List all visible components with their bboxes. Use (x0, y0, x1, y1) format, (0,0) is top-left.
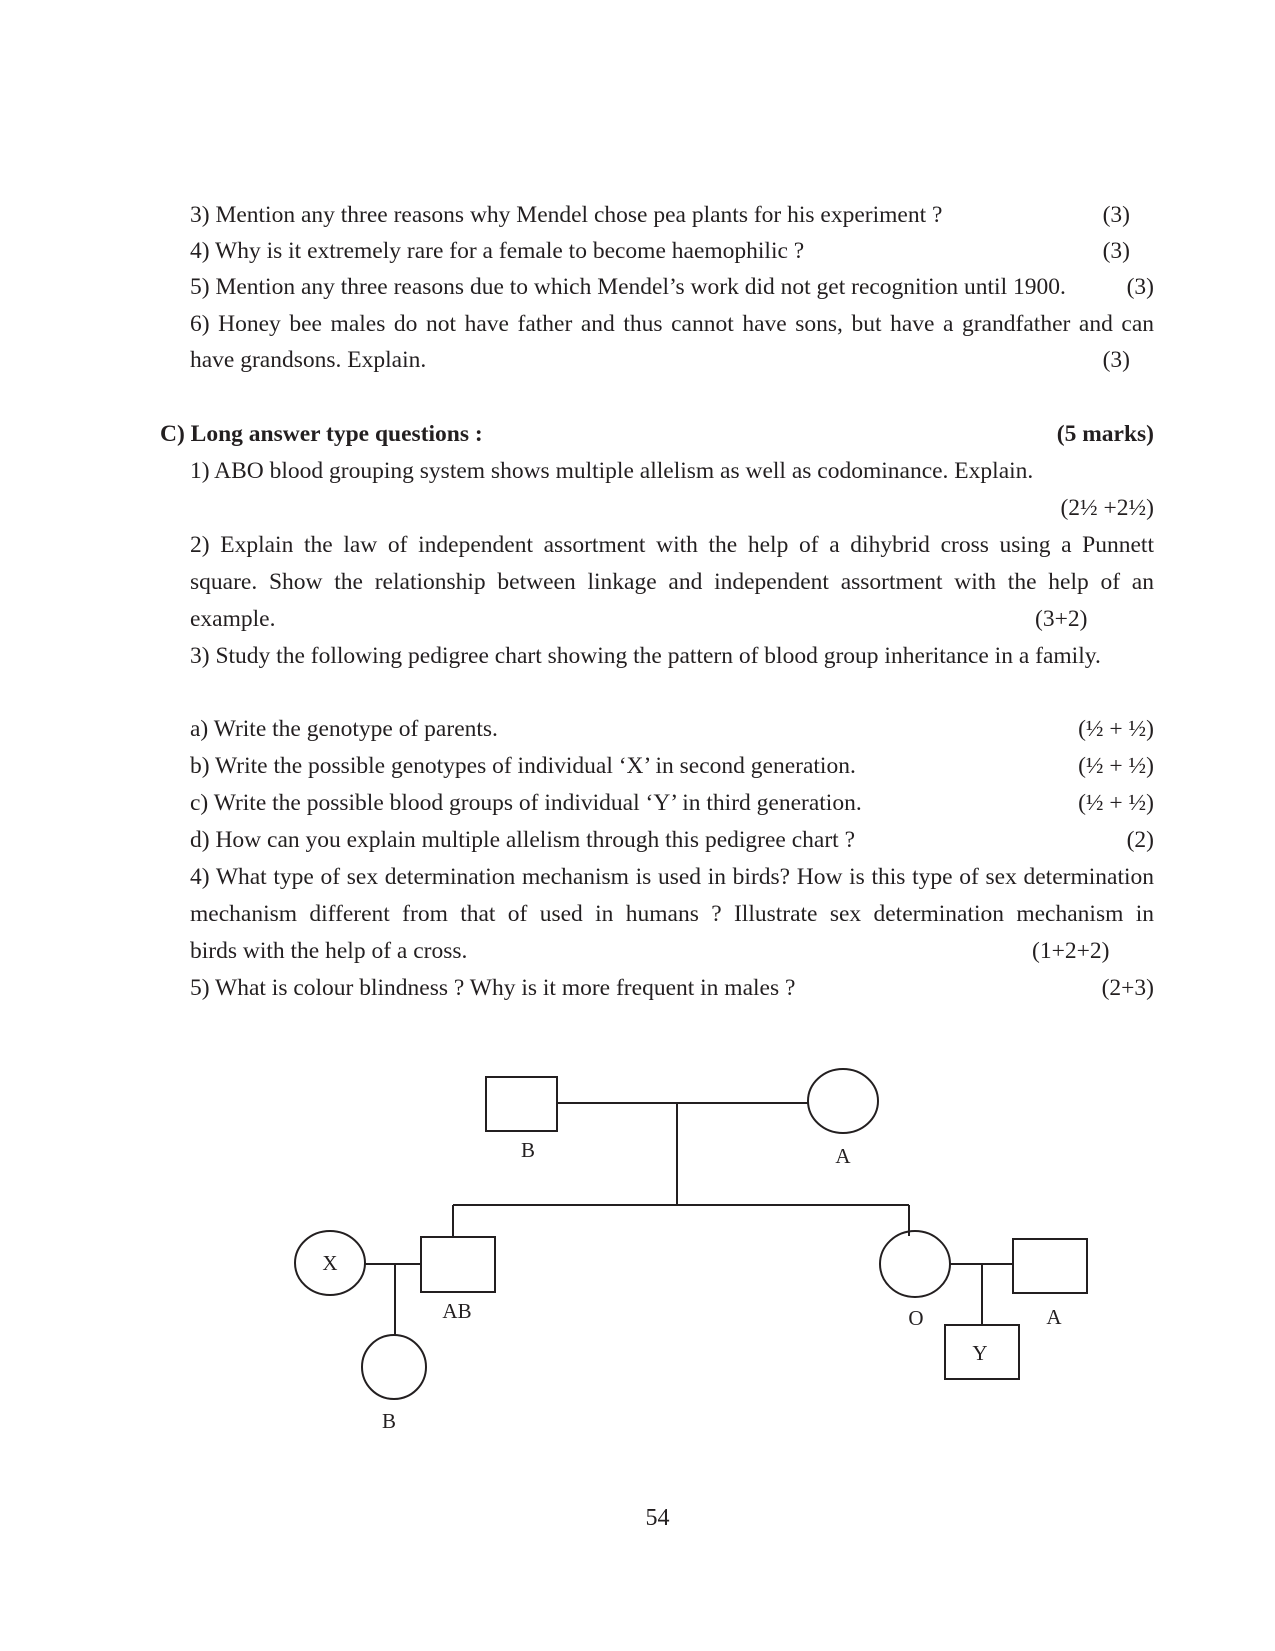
question-c3-part-d-marks: (2) (1126, 827, 1154, 853)
question-c2-line3: example. (190, 606, 276, 632)
question-b4-marks: (3) (1102, 238, 1130, 264)
question-b6-marks: (3) (1102, 347, 1130, 373)
question-c3-part-c-marks: (½ + ½) (1078, 790, 1154, 816)
page-number: 54 (645, 1505, 670, 1531)
gen1-father-label: B (520, 1138, 536, 1162)
gen2-x-label: X (322, 1251, 338, 1275)
section-c-heading-marks: (5 marks) (1056, 421, 1154, 447)
gen2-daughter-symbol (880, 1231, 950, 1297)
question-c5: 5) What is colour blindness ? Why is it more frequent in males ? (190, 975, 796, 1001)
question-c2-line2: square. Show the relationship between linkage and independent assortment with the help of an (190, 569, 1154, 595)
question-b3-marks: (3) (1102, 202, 1130, 228)
section-c-heading: C) Long answer type questions : (160, 421, 483, 447)
question-c3-part-a-marks: (½ + ½) (1078, 716, 1154, 742)
question-c3-part-c: c) Write the possible blood groups of individual ‘Y’ in third generation. (190, 790, 862, 816)
question-c3-part-a: a) Write the genotype of parents. (190, 716, 498, 742)
gen3-girl-label: B (381, 1409, 397, 1433)
question-c4-line3: birds with the help of a cross. (190, 938, 468, 964)
question-b6-line1: 6) Honey bee males do not have father and thus cannot have sons, but have a grandfather and can (190, 311, 1154, 337)
question-b4: 4) Why is it extremely rare for a female to become haemophilic ? (190, 238, 805, 264)
question-c2-marks: (3+2) (1035, 606, 1088, 632)
gen3-girl-symbol (362, 1335, 426, 1399)
question-b3: 3) Mention any three reasons why Mendel chose pea plants for his experiment ? (190, 202, 943, 228)
gen1-father-symbol (486, 1077, 557, 1131)
question-c4-marks: (1+2+2) (1032, 938, 1110, 964)
gen1-mother-label: A (835, 1144, 851, 1168)
question-c5-marks: (2+3) (1101, 975, 1154, 1001)
question-c3-part-b: b) Write the possible genotypes of individual ‘X’ in second generation. (190, 753, 856, 779)
gen1-mother-symbol (808, 1069, 878, 1133)
gen2-son-label: AB (442, 1299, 472, 1323)
question-c1-marks: (2½ +2½) (1060, 495, 1154, 521)
question-b5: 5) Mention any three reasons due to which Mendel’s work did not get recognition until 1900. (190, 274, 1066, 300)
question-c2-line1: 2) Explain the law of independent assortment with the help of a dihybrid cross using a Punnett (190, 532, 1154, 558)
gen2-son-symbol (421, 1237, 495, 1292)
question-c3-part-d: d) How can you explain multiple allelism through this pedigree chart ? (190, 827, 855, 853)
gen2-daughter-label: O (908, 1306, 924, 1330)
question-c3: 3) Study the following pedigree chart showing the pattern of blood group inheritance in a family. (190, 643, 1101, 669)
question-c3-part-b-marks: (½ + ½) (1078, 753, 1154, 779)
question-c4-line2: mechanism different from that of used in humans ? Illustrate sex determination mechanism in (190, 901, 1154, 927)
gen3-y-label: Y (972, 1341, 988, 1365)
question-b6-line2: have grandsons. Explain. (190, 347, 427, 373)
question-c1: 1) ABO blood grouping system shows multiple allelism as well as codominance. Explain. (190, 458, 1034, 484)
question-b5-marks: (3) (1126, 274, 1154, 300)
gen2-husband-label: A (1046, 1305, 1062, 1329)
question-c4-line1: 4) What type of sex determination mechanism is used in birds? How is this type of sex determination (190, 864, 1154, 890)
gen2-husband-symbol (1013, 1239, 1087, 1293)
